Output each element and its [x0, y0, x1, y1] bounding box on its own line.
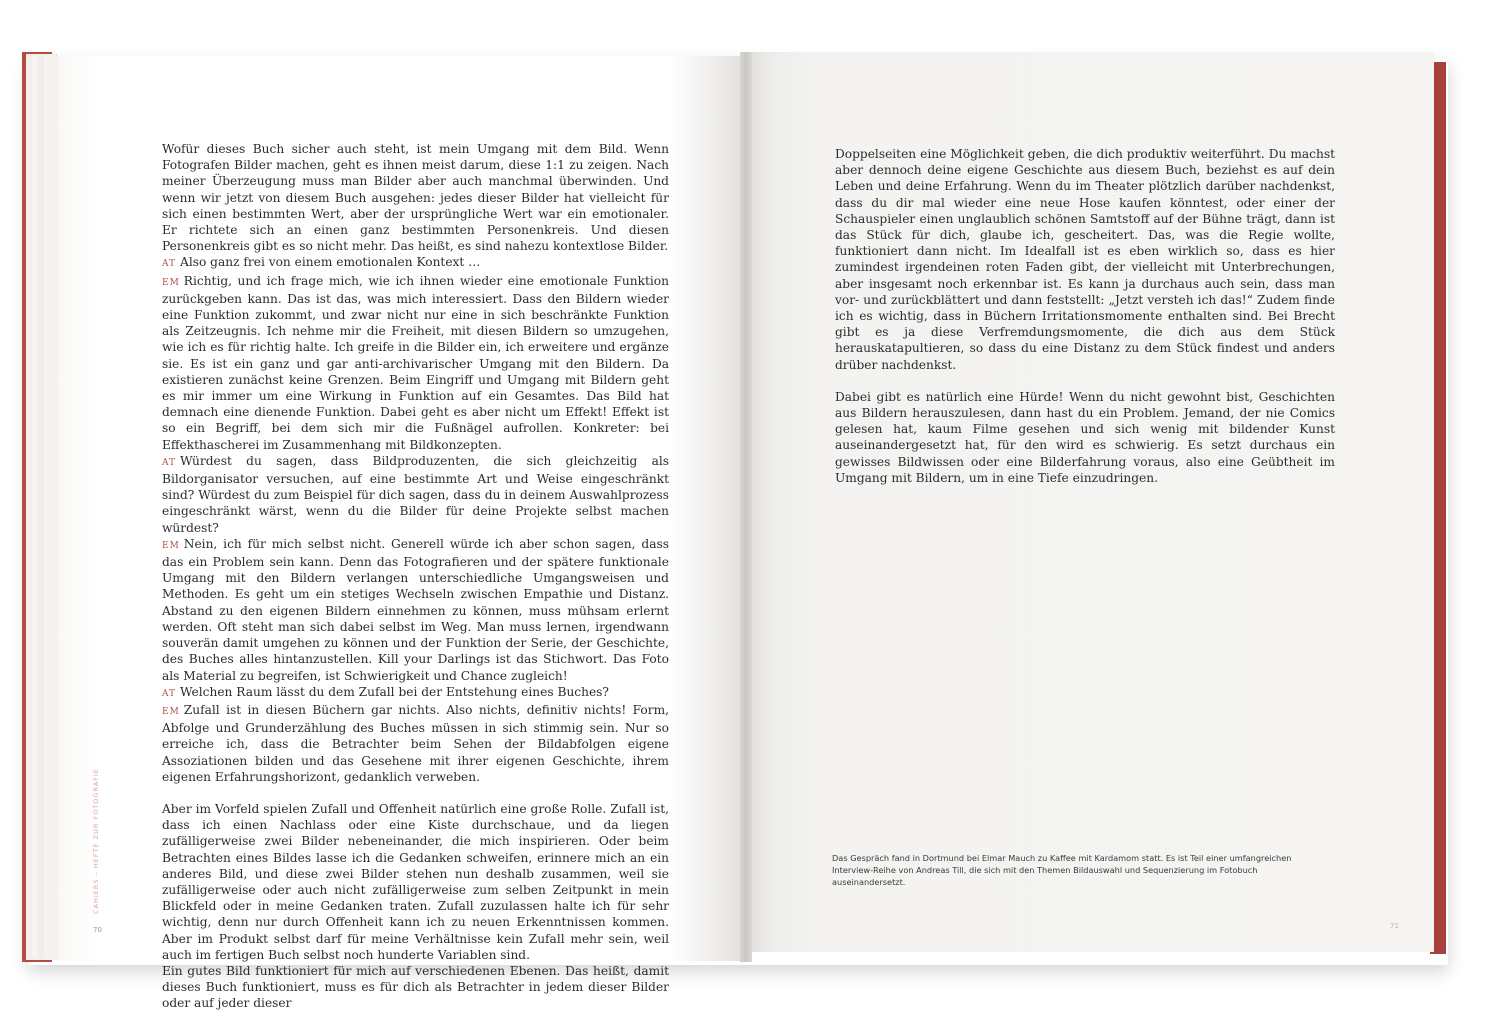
speaker-tag: AT	[162, 457, 177, 468]
interview-question	[162, 684, 669, 702]
page-number-left: 70	[93, 926, 102, 934]
interview-caption: Das Gespräch fand in Dortmund bei Elmar Mauch zu Kaffee mit Kardamom statt. Es ist Teil einer umfangreichen Interview-Reihe von Andreas Till, die sich mit den Themen Bildauswahl und Sequenzierung im Fotobuch auseinandersetzt.	[832, 853, 1292, 887]
paragraph	[835, 146, 1335, 373]
paragraph	[162, 801, 669, 963]
speaker-tag: AT	[162, 259, 177, 270]
interview-answer	[162, 273, 669, 453]
paragraph-text: Wofür dieses Buch sicher auch steht, ist mein Umgang mit dem Bild. Wenn Fotografen Bilder machen, geht es ihnen meist darum, diese 1:1 zu zeigen. Nach meiner Überzeugung muss man Bilder aber auch manchmal überwinden. Und wenn wir jetzt von diesem Buch ausgehen: jedes dieser Bilder hat vielleicht für sich einen bestimmten Wert, aber der ursprüngliche Wert war ein emotionaler. Er richtete sich an einen ganz bestimmten Personenkreis. Und diesen Personenkreis gibt es so nicht mehr. Das heißt, es sind nahezu kontextlose Bilder.	[162, 142, 669, 254]
paragraph-gap	[835, 373, 1335, 389]
paragraph	[835, 389, 1335, 486]
paragraph-text: Nein, ich für mich selbst nicht. Generell würde ich aber schon sagen, dass das ein Problem sein kann. Denn das Fotografieren und der spätere funktionale Umgang mit den Bildern verlangen unterschiedliche Umgangsweisen und Methoden. Es geht um ein stetiges Wechseln zwischen Empathie und Distanz. Abstand zu den eigenen Bildern einnehmen zu können, muss mühsam erlernt werden. Oft steht man sich dabei selbst im Weg. Man muss lernen, irgendwann souverän damit umgehen zu können und der Funktion der Serie, der Geschichte, des Buches alles hintanzustellen. Kill your Darlings ist das Stichwort. Das Foto als Material zu begreifen, ist Schwierigkeit und Chance zugleich!	[162, 536, 669, 683]
paragraph	[162, 963, 669, 1012]
paragraph-gap	[162, 785, 669, 801]
paragraph-text: Würdest du sagen, dass Bildproduzenten, die sich gleichzeitig als Bildorganisator versuchen, auf eine bestimmte Art und Weise eingeschränkt sind? Würdest du zum Beispiel für dich sagen, dass du in deinem Auswahlprozess eingeschränkt wärst, wenn du die Bilder für deine Projekte selbst machen würdest?	[162, 453, 669, 535]
paragraph-text: Welchen Raum lässt du dem Zufall bei der Entstehung eines Buches?	[180, 684, 609, 699]
paragraph-text: Also ganz frei von einem emotionalen Kontext …	[180, 255, 481, 270]
paragraph-text: Zufall ist in diesen Büchern gar nichts. Also nichts, definitiv nichts! Form, Abfolge und Grunderzählung des Buches müssen in sich stimmig sein. Nur so erreiche ich, dass die Betrachter beim Sehen der Bildabfolgen eigene Assoziationen bilden und das Gesehene mit ihrer eigenen Geschichte, ihrem eigenen Erfahrungshorizont, gedanklich verweben.	[162, 702, 669, 784]
interview-question	[162, 254, 669, 272]
interview-answer	[162, 536, 669, 684]
paragraph-text: Richtig, und ich frage mich, wie ich ihnen wieder eine emotionale Funktion zurückgeben kann. Das ist das, was mich interessiert. Dass den Bildern wieder eine Funktion zukommt, und zwar nicht nur eine in sich beschränkte Funktion als Zeitzeugnis. Ich nehme mir die Freiheit, mit diesen Bildern so umzugehen, wie ich es für richtig halte. Ich greife in die Bilder ein, ich erweitere und ergänze sie. Es ist ein ganz und gar anti-archivarischer Umgang mit den Bildern. Da existieren zunächst keine Grenzen. Beim Eingriff und Umgang mit Bildern geht es mir immer um eine Wirkung in Funktion auf ein Gesamtes. Das Bild hat demnach eine dienende Funktion. Dabei geht es aber nicht um Effekt! Effekt ist so ein Begriff, bei dem sich mir die Fußnägel aufrollen. Konkreter: bei Effekthascherei im Zusammenhang mit Bildkonzepten.	[162, 273, 669, 452]
paragraph-text: Aber im Vorfeld spielen Zufall und Offenheit natürlich eine große Rolle. Zufall ist, dass ich einen Nachlass oder eine Kiste durchschaue, und da liegen zufälligerweise zwei Bilder nebeneinander, die mich inspirieren. Oder beim Betrachten eines Bildes lasse ich die Gedanken schweifen, erinnere mich an ein anderes Bild, und diese zwei Bilder stehen nun deshalb zusammen, weil sie zufälligerweise oder auch nicht zufälligerweise zum selben Zeitpunkt in mein Blickfeld oder in meine Gedanken traten. Zufall zuzulassen halte ich für sehr wichtig, denn nur durch Offenheit kann ich zu neuen Erkenntnissen kommen. Aber im Produkt selbst darf für meine Verhältnisse kein Zufall mehr sein, weil auch im fertigen Buch selbst noch hunderte Variablen sind.	[162, 801, 669, 962]
book-gutter	[740, 52, 752, 962]
speaker-tag: EM	[162, 540, 180, 551]
right-page-text	[835, 146, 1335, 486]
paragraph	[162, 141, 669, 254]
speaker-tag: AT	[162, 688, 177, 699]
paragraph-text: Doppelseiten eine Möglichkeit geben, die dich produktiv weiterführt. Du machst aber dennoch deine eigene Geschichte aus diesem Buch, beziehst es auf dein Leben und deine Erfahrung. Wenn du im Theater plötzlich darüber nachdenkst, dass du dir mal wieder eine neue Hose kaufen könntest, oder einer der Schauspieler einen unglaublich schönen Samtstoff auf der Bühne trägt, dann ist das Stück für dich, glaube ich, gescheitert. Das, was die Regie wollte, funktioniert dann nicht. Im Idealfall ist es eben wirklich so, dass es hier zumindest irgendeinen roten Faden gibt, der vielleicht mit Unterbrechungen, aber insgesamt noch erkennbar ist. Es kann ja durchaus auch sein, dass man vor- und zurückblättert und dann feststellt: „Jetzt versteh ich das!“ Zudem finde ich es wichtig, dass in Büchern Irritationsmomente enthalten sind. Bei Brecht gibt es ja diese Verfremdungsmomente, die dich aus dem Stück herauskatapultieren, so dass du eine Distanz zu dem Stück findest und anders drüber nachdenkst.	[835, 147, 1335, 372]
left-page-text	[162, 141, 669, 1012]
speaker-tag: EM	[162, 277, 180, 288]
page-number-right: 71	[1390, 922, 1399, 930]
paragraph-text: Dabei gibt es natürlich eine Hürde! Wenn du nicht gewohnt bist, Geschichten aus Bildern herauszulesen, dann hast du ein Problem. Jemand, der nie Comics gelesen hat, kaum Filme gesehen und sich wenig mit bildender Kunst auseinandergesetzt hat, für den wird es schwierig. Es setzt durchaus ein gewisses Bildwissen oder eine Bilderfahrung voraus, also eine Geübtheit im Umgang mit Bildern, um in eine Tiefe einzudringen.	[835, 389, 1335, 485]
interview-answer	[162, 702, 669, 785]
speaker-tag: EM	[162, 706, 180, 717]
interview-question	[162, 453, 669, 536]
paragraph-text: Ein gutes Bild funktioniert für mich auf verschiedenen Ebenen. Das heißt, damit dieses Buch funktioniert, muss es für dich als Betrachter in jedem dieser Bilder oder auf jeder dieser	[162, 963, 669, 1011]
running-head: CAHIERS – HEFTE ZUR FOTOGRAFIE	[92, 768, 100, 914]
